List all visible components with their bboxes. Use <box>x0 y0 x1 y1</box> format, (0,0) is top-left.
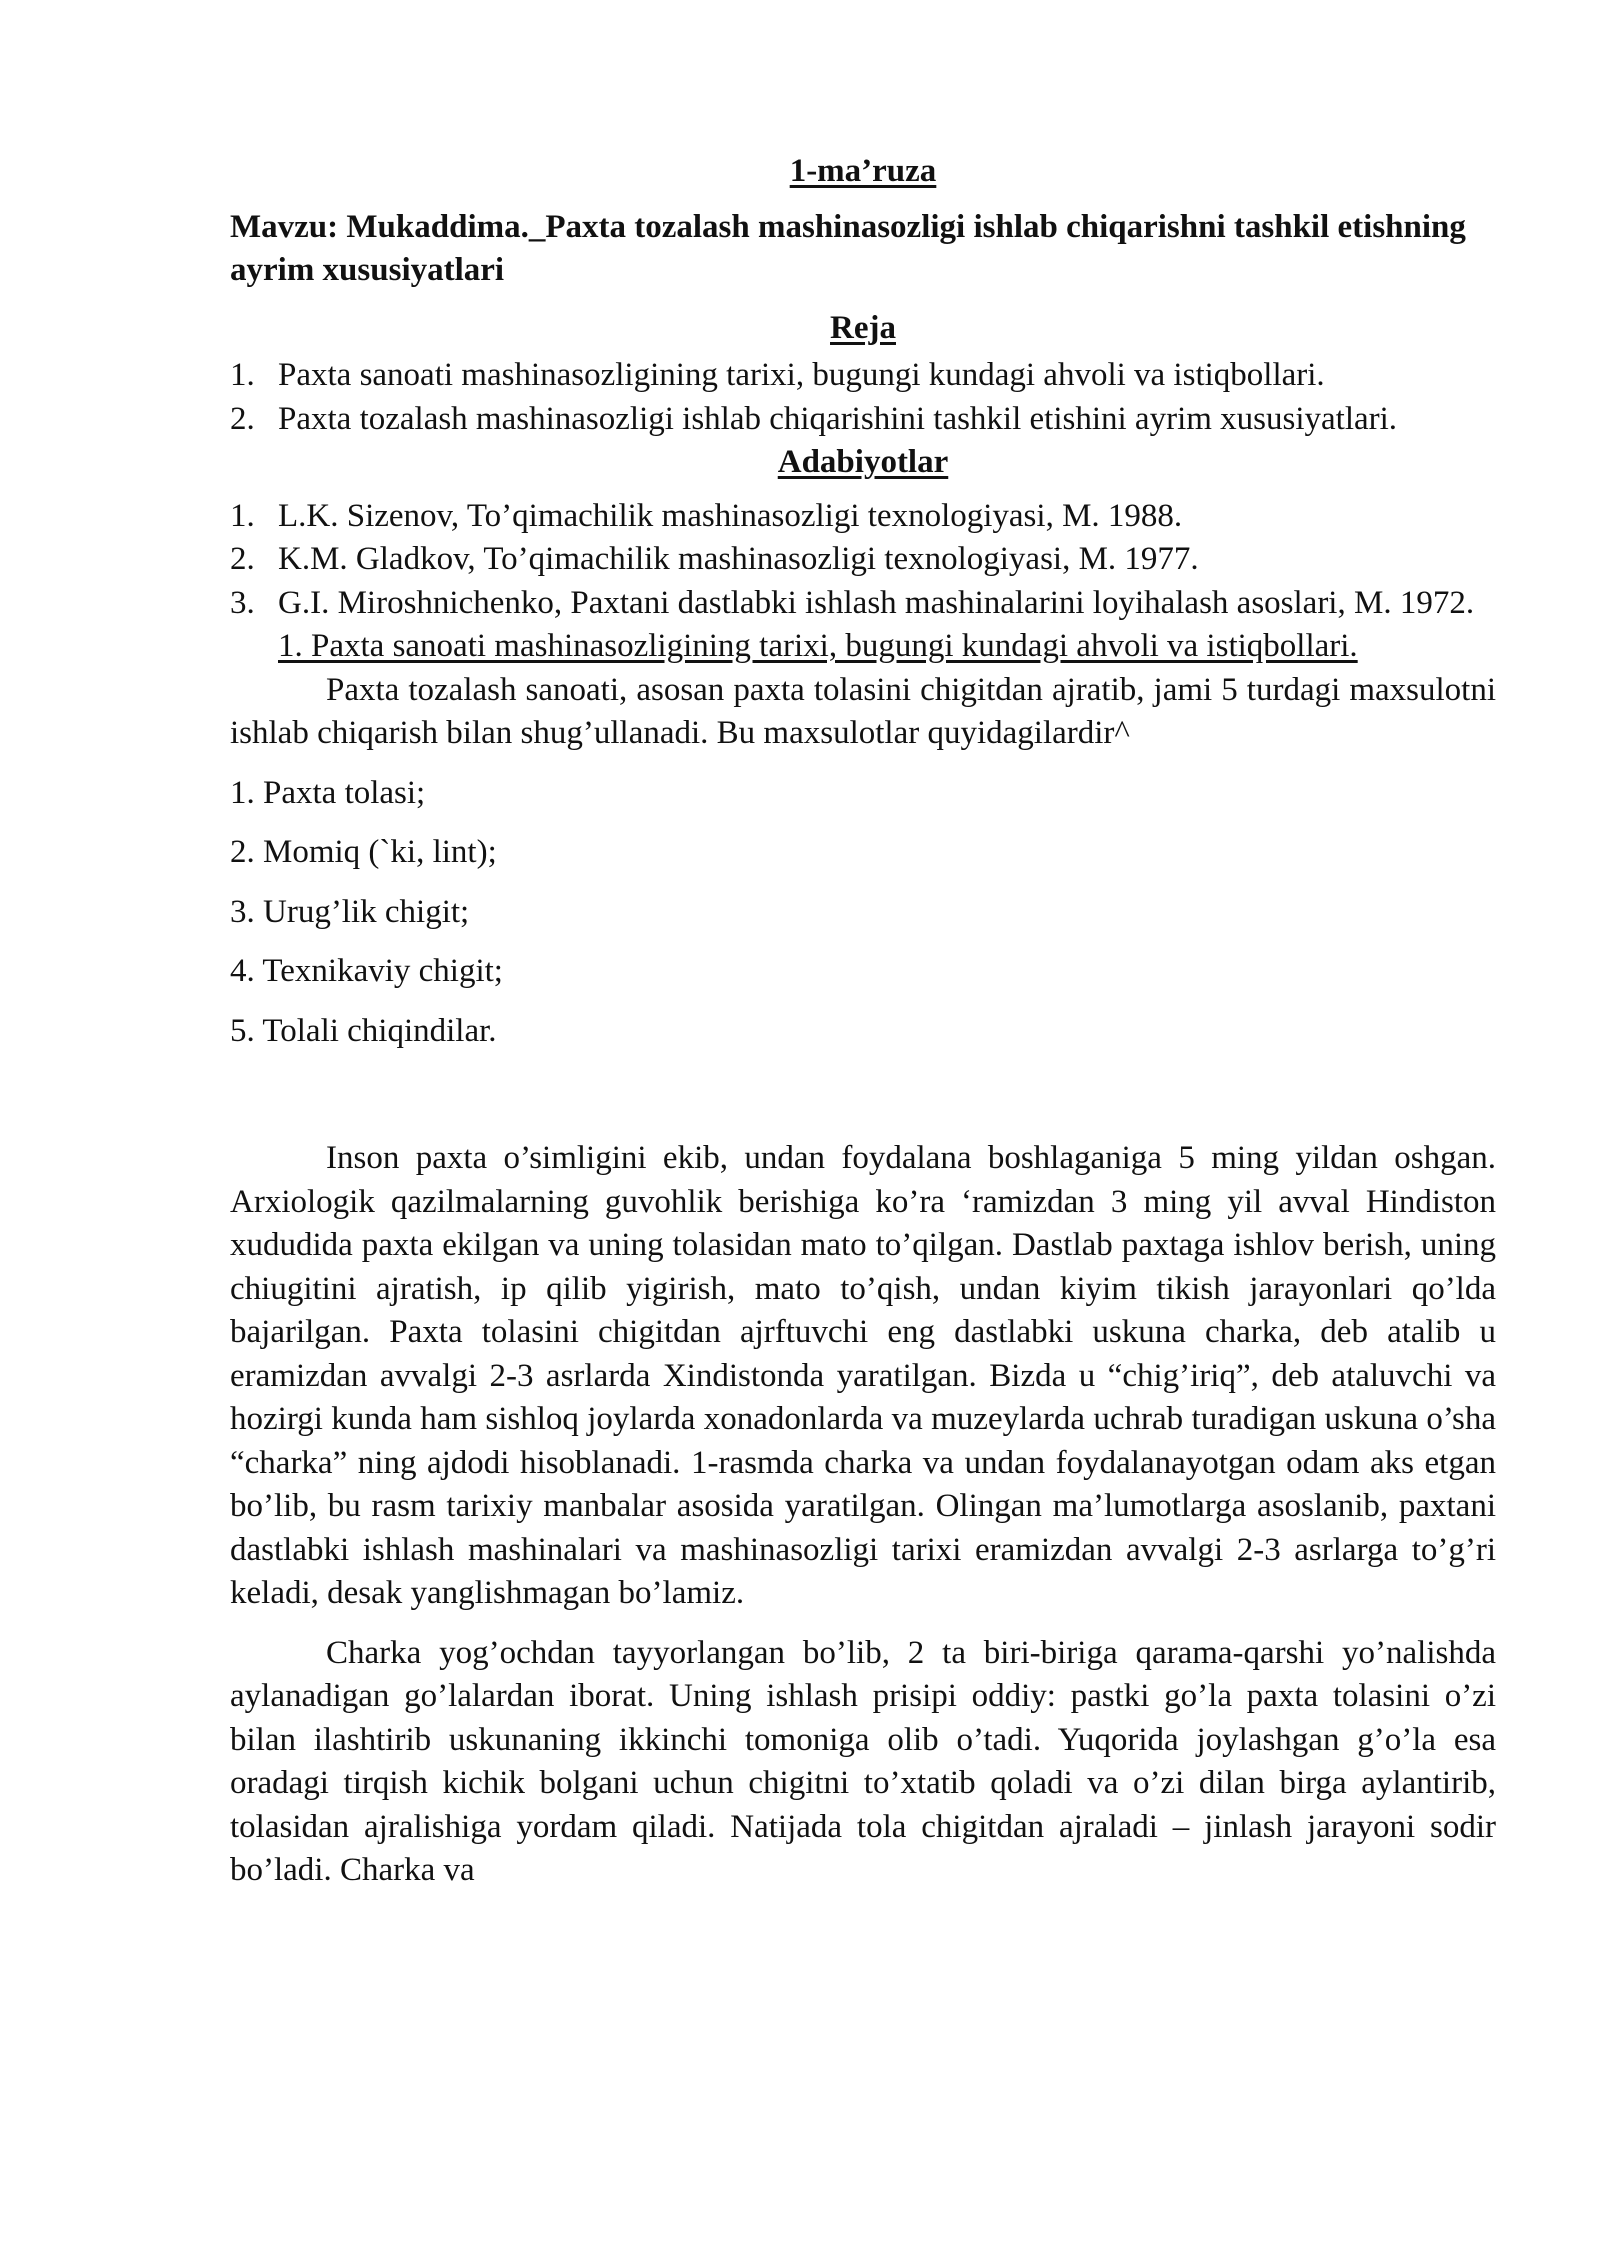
product-item: 5. Tolali chiqindilar. <box>230 1012 497 1049</box>
product-item: 4. Texnikaviy chigit; <box>230 953 503 989</box>
literature-item-number: 2. <box>230 541 255 577</box>
literature-item <box>230 582 1496 626</box>
literature-item-number: 3. <box>230 584 255 621</box>
plan-item <box>230 398 1496 442</box>
plan-item-number: 1. <box>230 357 255 393</box>
document-page <box>230 150 1496 1893</box>
literature-item-text: G.I. Miroshnichenko, Paxtani dastlabki ishlash mashinalarini loyihalash asoslari, M. 1972. <box>278 584 1475 621</box>
literature-item-text: K.M. Gladkov, To’qimachilik mashinasozligi texnologiyasi, M. 1977. <box>278 541 1199 577</box>
plan-item <box>230 354 1496 398</box>
lecture-title: 1-ma’ruza <box>789 153 937 189</box>
literature-heading: Adabiyotlar <box>777 444 949 480</box>
body-paragraph: Inson paxta o’simligini ekib, undan foydalana boshlaganiga 5 ming yildan oshgan. Arxiologik qazilmalarning guvohlik berishiga ko’ra ‘ramizdan 3 ming yil avval Hindiston xududida paxta ekilgan va uning tolasidan mato to’qilgan. Dastlab paxtaga ishlov berish, uning chiugitini ajratish, ip qilib yigirish, mato to’qish, undan kiyim tikish jarayonlari qo’lda bajarilgan. Paxta tolasini chigitdan ajrftuvchi eng dastlabki uskuna charka, deb atalib u eramizdan avvalgi 2-3 asrlarda Xindistonda yaratilgan. Bizda u “chig’iriq”, deb ataluvchi va hozirgi kunda ham sishloq joylarda xonadonlarda va muzeylarda uchrab turadigan uskuna o’sha “charka” ning ajdodi hisoblanadi. 1-rasmda charka va undan foydalanayotgan odam aks etgan bo’lib, bu rasm tarixiy manbalar asosida yaratilgan. Olingan ma’lumotlarga asoslanib, paxtani dastlabki ishlash mashinalari va mashinasozligi tarixi eramizdan avvalgi 2-3 asrlarga to’g’ri keladi, desak yanglishmagan bo’lamiz. <box>230 1140 1496 1611</box>
product-item: 3. Urug’lik chigit; <box>230 893 470 930</box>
plan-heading: Reja <box>830 309 896 346</box>
plan-item-number: 2. <box>230 400 255 437</box>
literature-item <box>230 538 1496 582</box>
product-item: 2. Momiq (`ki, lint); <box>230 834 497 870</box>
body-paragraph: Charka yog’ochdan tayyorlangan bo’lib, 2 ta biri-biriga qarama-qarshi yo’nalishda aylanadigan go’lalardan iborat. Uning ishlash prisipi oddiy: pastki go’la paxta tolasini o’zi bilan ilashtirib uskunaning ikkinchi tomoniga olib o’tadi. Yuqorida joylashgan g’o’la esa oradagi tirqish kichik bolgani uchun chigitni to’xtatib qoladi va o’zi dilan birga aylantirib, tolasidan ajralishiga yordam qiladi. Natijada tola chigitdan ajraladi – jinlash jarayoni sodir bo’ladi. Charka va <box>230 1634 1496 1888</box>
product-item: 1. Paxta tolasi; <box>230 774 426 811</box>
plan-item-text: Paxta tozalash mashinasozligi ishlab chiqarishini tashkil etishini ayrim xususiyatlari. <box>278 400 1398 437</box>
literature-item <box>230 495 1496 539</box>
plan-list <box>230 354 1496 441</box>
body-paragraph: Paxta tozalash sanoati, asosan paxta tolasini chigitdan ajratib, jami 5 turdagi maxsulotni ishlab chiqarish bilan shug’ullanadi. Bu maxsulotlar quyidagilardir^ <box>230 671 1496 751</box>
plan-item-text: Paxta sanoati mashinasozligining tarixi, bugungi kundagi ahvoli va istiqbollari. <box>278 357 1325 393</box>
literature-item-text: L.K. Sizenov, To’qimachilik mashinasozligi texnologiyasi, M. 1988. <box>278 497 1183 534</box>
section-heading: 1. Paxta sanoati mashinasozligining tarixi, bugungi kundagi ahvoli va istiqbollari. <box>278 628 1358 664</box>
topic-title: Mavzu: Mukaddima._Paxta tozalash mashinasozligi ishlab chiqarishni tashkil etishning ayrim xususiyatlari <box>230 208 1466 288</box>
literature-list <box>230 495 1496 626</box>
literature-item-number: 1. <box>230 497 255 534</box>
products-list <box>230 772 1496 1054</box>
